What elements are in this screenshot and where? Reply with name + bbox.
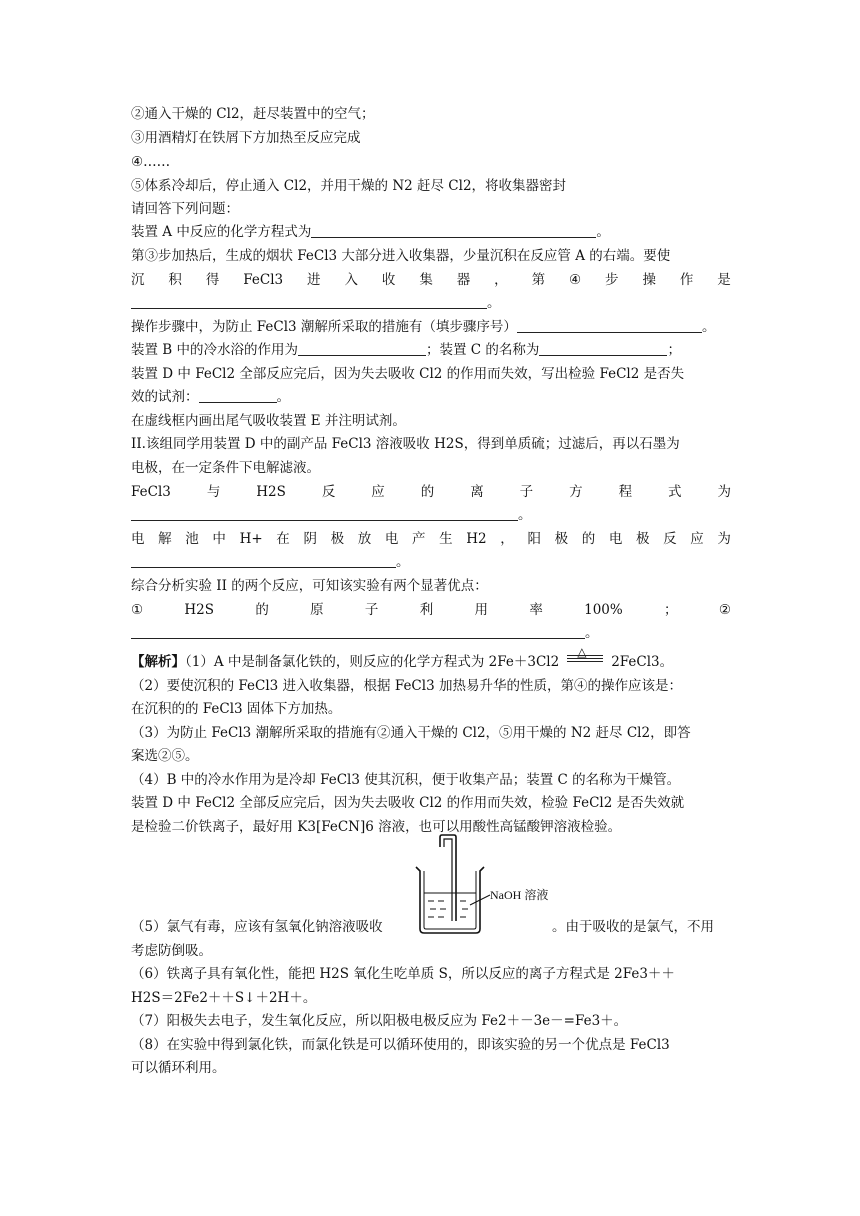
question-4-text-b: ；装置 C 的名称为 — [426, 342, 540, 358]
answer-4-line-2: 装置 D 中 FeCl2 全部反应完后，因为失去吸收 Cl2 的作用而失效，检验 FeCl2 是否失效就 — [131, 795, 685, 811]
spread-char: 子 — [519, 484, 534, 500]
beaker-outline — [416, 867, 484, 933]
answer-2-line-1: （2）要使沉积的 FeCl3 进入收集器，根据 FeCl3 加热易升华的性质，第④的操作应该是： — [131, 678, 682, 694]
period: 。 — [596, 224, 610, 240]
spread-char: FeCl3 — [131, 484, 171, 500]
spread-char: 是 — [717, 272, 731, 288]
spread-char: 步 — [605, 272, 619, 288]
period: 。 — [276, 389, 290, 405]
spread-char: 利 — [419, 602, 434, 618]
spread-char: 的 — [420, 484, 435, 500]
period: 。 — [518, 507, 532, 523]
answer-blank-4b — [539, 341, 667, 356]
question-3-text: 操作步骤中，为防止 FeCl3 潮解所采取的措施有（填步骤序号） — [131, 319, 517, 335]
answer-4-line-3: 是检验二价铁离子，最好用 K3[FeCN]6 溶液，也可以用酸性高锰酸钾溶液检验。 — [131, 819, 622, 835]
part-ii-line-1: II.该组同学用装置 D 中的副产品 FeCl3 溶液吸收 H2S，得到单质硫；过滤后，再以石墨为 — [131, 436, 680, 452]
question-8-line-1 — [131, 529, 731, 549]
question-1 — [131, 222, 610, 242]
answer-6-line-1: （6）铁离子具有氧化性，能把 H2S 氧化生吃单质 S，所以反应的离子方程式是 2Fe3＋＋ — [131, 966, 675, 982]
spread-char: 100% — [584, 602, 623, 618]
answer-5-line-1-right: 。由于吸收的是氯气，不用 — [552, 919, 714, 935]
spread-char: 电 — [608, 531, 623, 547]
liquid-hatch — [428, 901, 468, 917]
answer-4-line-1: （4）B 中的冷水作用为是冷却 FeCl3 使其沉积，便于收集产品；装置 C 的名称为干燥管。 — [131, 772, 681, 788]
step-3-line: ③用酒精灯在铁屑下方加热至反应完成 — [131, 130, 361, 146]
spread-char: 为 — [717, 484, 731, 500]
answer-1-text-a: （1）A 中是制备氯化铁的，则反应的化学方程式为 2Fe＋3Cl2 — [185, 654, 560, 670]
question-5-line-1: 装置 D 中 FeCl2 全部反应完后，因为失去吸收 Cl2 的作用而失效，写出检验 FeCl2 是否失 — [131, 366, 685, 382]
answer-blank-7 — [131, 506, 518, 521]
spread-char: ； — [664, 602, 678, 618]
spread-char: 用 — [474, 602, 489, 618]
question-5-text: 效的试剂： — [131, 389, 199, 405]
question-7-line-2 — [131, 505, 532, 525]
answer-3-line-1: （3）为防止 FeCl3 潮解所采取的措施有②通入干燥的 Cl2，⑤用干燥的 N2 赶尽 Cl2，即答 — [131, 725, 691, 741]
spread-char: 进 — [307, 272, 321, 288]
period: 。 — [585, 625, 599, 641]
step-5-line: ⑤体系冷却后，停止通入 Cl2，并用干燥的 N2 赶尽 Cl2，将收集器密封 — [131, 178, 567, 194]
spread-char: 解 — [158, 531, 172, 547]
period: 。 — [396, 554, 410, 570]
answer-blank-5 — [199, 388, 277, 403]
spread-char: 率 — [529, 602, 543, 618]
part-ii-line-2: 电极，在一定条件下电解滤液。 — [131, 460, 320, 476]
question-7-line-1 — [131, 482, 731, 502]
question-6: 在虚线框内画出尾气吸收装置 E 并注明试剂。 — [131, 413, 406, 429]
question-4 — [131, 340, 681, 360]
spread-char: 操 — [642, 272, 656, 288]
answer-blank-2 — [131, 294, 487, 309]
answer-2-line-2: 在沉积的的 FeCl3 固体下方加热。 — [131, 701, 342, 717]
spread-char: 离 — [470, 484, 484, 500]
spread-char: 电 — [384, 531, 399, 547]
spread-char: 放 — [357, 531, 372, 547]
spread-char: 得 — [205, 272, 220, 288]
spread-char: 收 — [381, 272, 396, 288]
spread-char: 应 — [371, 484, 385, 500]
question-2-line-2 — [131, 270, 731, 290]
spread-char: 极 — [636, 531, 650, 547]
spread-char: 极 — [554, 531, 569, 547]
naoh-absorption-beaker-diagram — [410, 833, 556, 938]
spread-char: 原 — [310, 602, 324, 618]
answer-blank-4a — [298, 341, 426, 356]
question-2-line-1: 第③步加热后，生成的烟状 FeCl3 大部分进入收集器，少量沉积在反应管 A 的右端。要使 — [131, 248, 671, 264]
spread-char: 反 — [663, 531, 677, 547]
question-9-line-1 — [131, 600, 731, 620]
spread-char: ② — [718, 602, 731, 618]
heating-condition-equals — [559, 645, 611, 672]
spread-char: 阴 — [303, 531, 317, 547]
answer-1 — [131, 645, 674, 672]
answer-3-line-2: 案选②⑤。 — [131, 748, 199, 764]
spread-char: 中 — [212, 531, 226, 547]
step-4-line: ④…… — [131, 154, 171, 170]
question-4-text-a: 装置 B 中的冷水浴的作用为 — [131, 342, 299, 358]
spread-char: 积 — [168, 272, 182, 288]
spread-char: 在 — [276, 531, 290, 547]
question-9-line-2 — [131, 623, 599, 643]
answer-blank-1 — [311, 223, 596, 238]
spread-char: 与 — [206, 484, 221, 500]
spread-char: 电 — [131, 531, 145, 547]
answer-5-line-2: 考虑防倒吸。 — [131, 943, 212, 959]
spread-char: 子 — [364, 602, 379, 618]
spread-char: 沉 — [131, 272, 145, 288]
spread-char: 第 — [531, 272, 546, 288]
analysis-label: 【解析】 — [131, 654, 185, 670]
period: 。 — [487, 295, 501, 311]
spread-char: H+ — [239, 531, 263, 547]
question-9-intro: 综合分析实验 II 的两个反应，可知该实验有两个显著优点： — [131, 578, 488, 594]
question-8-line-2 — [131, 552, 410, 572]
question-3 — [131, 317, 715, 337]
spread-char: 的 — [581, 531, 596, 547]
answer-blank-3 — [517, 318, 702, 333]
answer-6-line-2: H2S＝2Fe2＋＋S↓＋2H＋。 — [131, 990, 317, 1006]
spread-char: 极 — [330, 531, 345, 547]
spread-char: 阳 — [527, 531, 541, 547]
semicolon: ； — [667, 342, 681, 358]
answer-blank-9 — [131, 624, 585, 639]
question-1-text: 装置 A 中反应的化学方程式为 — [131, 224, 312, 240]
answer-blank-8 — [131, 553, 396, 568]
spread-char: 作 — [679, 272, 694, 288]
heat-triangle-icon: △ — [577, 645, 587, 659]
question-5-line-2 — [131, 387, 290, 407]
spread-char: FeCl3 — [243, 272, 284, 288]
spread-char: 集 — [419, 272, 433, 288]
answer-8-line-1: （8）在实验中得到氯化铁，而氯化铁是可以循环使用的，即该实验的另一个优点是 FeCl3 — [131, 1037, 670, 1053]
spread-char: 应 — [690, 531, 704, 547]
spread-char: ① — [131, 602, 144, 618]
questions-intro: 请回答下列问题： — [131, 201, 239, 217]
spread-char: 方 — [569, 484, 583, 500]
spread-char: 程 — [618, 484, 633, 500]
answer-1-text-b: 2FeCl3。 — [611, 654, 674, 670]
answer-5-line-1-left: （5）氯气有毒，应该有氢氧化钠溶液吸收 — [131, 919, 383, 935]
spread-char: 产 — [412, 531, 426, 547]
question-2-line-3 — [131, 293, 501, 313]
spread-char: 的 — [255, 602, 269, 618]
answer-7: （7）阳极失去电子，发生氧化反应，所以阳极电极反应为 Fe2＋－3e－=Fe3＋。 — [131, 1013, 628, 1029]
spread-char: ④ — [569, 272, 582, 288]
period: 。 — [701, 319, 716, 335]
spread-char: 池 — [185, 531, 199, 547]
naoh-solution-label: NaOH 溶液 — [490, 888, 549, 902]
step-2-line: ②通入干燥的 Cl2，赶尽装置中的空气； — [131, 106, 375, 122]
spread-char: 器 — [456, 272, 471, 288]
spread-char: 为 — [717, 531, 731, 547]
spread-char: H2S — [256, 484, 286, 500]
beaker-inner-wall — [424, 871, 476, 929]
spread-char: ， — [494, 272, 508, 288]
gas-inlet-tube — [440, 835, 456, 921]
answer-8-line-2: 可以循环利用。 — [131, 1060, 226, 1076]
spread-char: H2S — [184, 602, 215, 618]
spread-char: 反 — [321, 484, 336, 500]
spread-char: 生 — [439, 531, 453, 547]
spread-char: ， — [500, 531, 514, 547]
spread-char: 式 — [668, 484, 682, 500]
spread-char: 入 — [344, 272, 358, 288]
spread-char: H2 — [466, 531, 487, 547]
